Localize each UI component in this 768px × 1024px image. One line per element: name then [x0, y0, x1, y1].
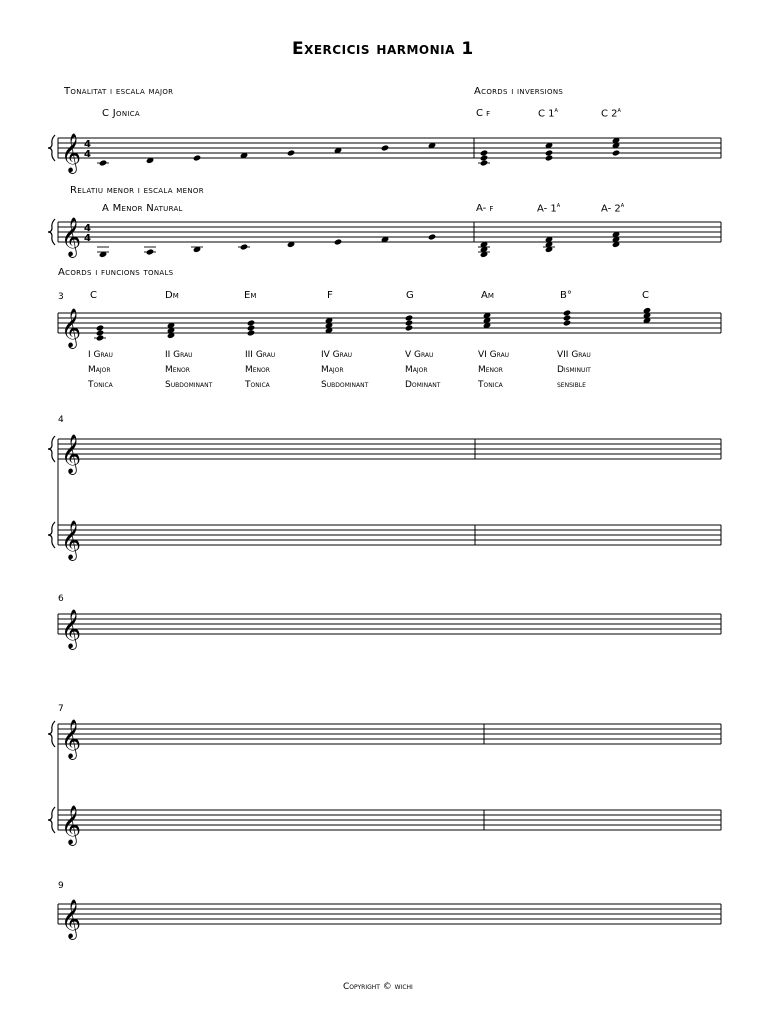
brace-icon — [48, 219, 55, 245]
triad-note — [405, 320, 413, 327]
function-column: I Grau Major Tonica — [88, 350, 113, 390]
chord-symbol: F — [327, 290, 333, 301]
staff-c-major — [58, 133, 721, 174]
empty-staff — [58, 609, 721, 650]
triad-note — [247, 325, 255, 332]
function-column: VII Grau Disminuit sensible — [557, 350, 591, 390]
triad-note — [247, 320, 255, 327]
inversion-label-c-f: C f — [476, 108, 491, 119]
time-signature-top: 4 — [84, 139, 91, 150]
time-signature-bottom: 4 — [84, 233, 91, 244]
chord-symbol: Am — [481, 290, 494, 301]
measure-number-6: 6 — [58, 594, 64, 604]
triad-note — [405, 315, 413, 322]
inversion-label-a-1: A- 1$^a$ — [537, 201, 561, 215]
scale-note — [381, 145, 389, 152]
treble-clef-icon: 𝄞 — [61, 899, 82, 939]
chord-symbol: B° — [560, 290, 572, 301]
triad-note — [563, 310, 571, 317]
inversion-label-a-f: A- f — [476, 203, 494, 214]
function-column: V Grau Major Dominant — [405, 350, 441, 390]
treble-clef-icon: 𝄞 — [61, 719, 82, 759]
chord-note — [545, 155, 553, 162]
triad-note — [96, 330, 104, 337]
time-signature-bottom: 4 — [84, 149, 91, 160]
triad-note — [96, 325, 104, 332]
treble-clef-icon: 𝄞 — [61, 520, 82, 560]
section3-heading: Acords i funcions tonals — [58, 267, 174, 278]
scale-label-a-minor: A Menor Natural — [102, 203, 183, 214]
triad-note — [247, 330, 255, 337]
triad-note — [563, 320, 571, 327]
treble-clef-icon: 𝄞 — [61, 133, 82, 173]
empty-staff — [58, 805, 721, 846]
measure-number-7: 7 — [58, 704, 64, 714]
chord-symbol: C — [642, 290, 649, 301]
brace-icon — [48, 436, 55, 462]
inversion-label-a-2: A- 2$^a$ — [601, 201, 625, 215]
treble-clef-icon: 𝄞 — [61, 308, 82, 348]
scale-note — [287, 150, 295, 157]
section2-heading: Relatiu menor i escala menor — [70, 185, 204, 196]
triad-note — [563, 315, 571, 322]
brace-icon — [48, 721, 55, 747]
staff-a-minor — [58, 217, 721, 258]
treble-clef-icon: 𝄞 — [61, 805, 82, 845]
function-column: III Grau Menor Tonica — [245, 350, 276, 390]
copyright-footer: Copyright © wichi — [343, 982, 413, 992]
measure-number-9: 9 — [58, 881, 64, 891]
scale-note — [428, 234, 436, 241]
inversion-label-c-2: C 2$^a$ — [601, 106, 621, 120]
chord-note — [480, 150, 488, 157]
empty-staff — [58, 520, 721, 561]
chord-symbol: Dm — [165, 290, 179, 301]
inversions-heading: Acords i inversions — [474, 86, 564, 97]
chord-note — [612, 150, 620, 157]
treble-clef-icon: 𝄞 — [61, 217, 82, 257]
chord-note — [545, 150, 553, 157]
treble-clef-icon: 𝄞 — [61, 609, 82, 649]
function-column: II Grau Menor Subdominant — [165, 350, 213, 390]
inversion-label-c-1: C 1$^a$ — [538, 106, 558, 120]
measure-number-3: 3 — [58, 292, 64, 302]
scale-note — [193, 155, 201, 162]
measure-number-4: 4 — [58, 415, 64, 425]
chord-symbol: Em — [244, 290, 257, 301]
chord-symbol: G — [406, 290, 414, 301]
empty-staff — [58, 434, 721, 475]
staff-diatonic-chords — [58, 308, 721, 349]
scale-label-c-jonica: C Jonica — [102, 108, 140, 119]
triad-note — [405, 325, 413, 332]
brace-icon — [48, 522, 55, 548]
function-column: IV Grau Major Subdominant — [321, 350, 369, 390]
scale-note — [334, 239, 342, 246]
empty-staff — [58, 719, 721, 760]
page-title: Exercicis harmonia 1 — [292, 39, 474, 59]
treble-clef-icon: 𝄞 — [61, 434, 82, 474]
brace-icon — [48, 135, 55, 161]
empty-staff — [58, 899, 721, 940]
chord-note — [480, 155, 488, 162]
section1-heading: Tonalitat i escala major — [64, 86, 174, 97]
brace-icon — [48, 807, 55, 833]
time-signature-top: 4 — [84, 223, 91, 234]
chord-symbol: C — [90, 290, 97, 301]
function-column: VI Grau Menor Tonica — [478, 350, 510, 390]
